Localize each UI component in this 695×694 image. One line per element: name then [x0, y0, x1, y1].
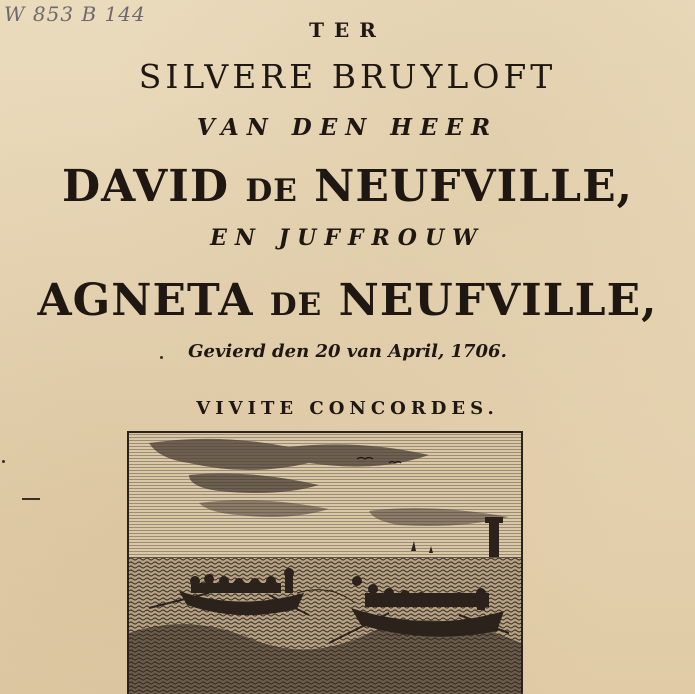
groom-first-name: DAVID — [62, 161, 229, 212]
bride-first-name: AGNETA — [37, 275, 254, 326]
margin-dot-mark — [160, 356, 163, 359]
manuscript-shelfmark: W 853 B 144 — [4, 2, 146, 26]
motto: VIVITE CONCORDES. — [196, 398, 499, 419]
engraving-illustration — [127, 431, 523, 694]
margin-dot-mark — [2, 460, 5, 463]
boats-at-sea-engraving — [129, 433, 521, 694]
title-line-ter: TER — [309, 18, 386, 42]
bride-name — [0, 275, 695, 326]
margin-dash-mark — [22, 498, 40, 500]
title-line-van-den-heer: VAN DEN HEER — [196, 114, 499, 141]
bride-particle: DE — [269, 287, 323, 323]
date-line: Gevierd den 20 van April, 1706. — [188, 341, 507, 362]
title-line-bruyloft: SILVERE BRUYLOFT — [138, 57, 557, 96]
title-line-en-juffrouw: EN JUFFROUW — [210, 225, 485, 251]
groom-last-name: NEUFVILLE, — [314, 161, 633, 212]
bride-last-name: NEUFVILLE, — [338, 275, 658, 326]
groom-name — [0, 161, 695, 212]
groom-particle: DE — [245, 173, 298, 209]
